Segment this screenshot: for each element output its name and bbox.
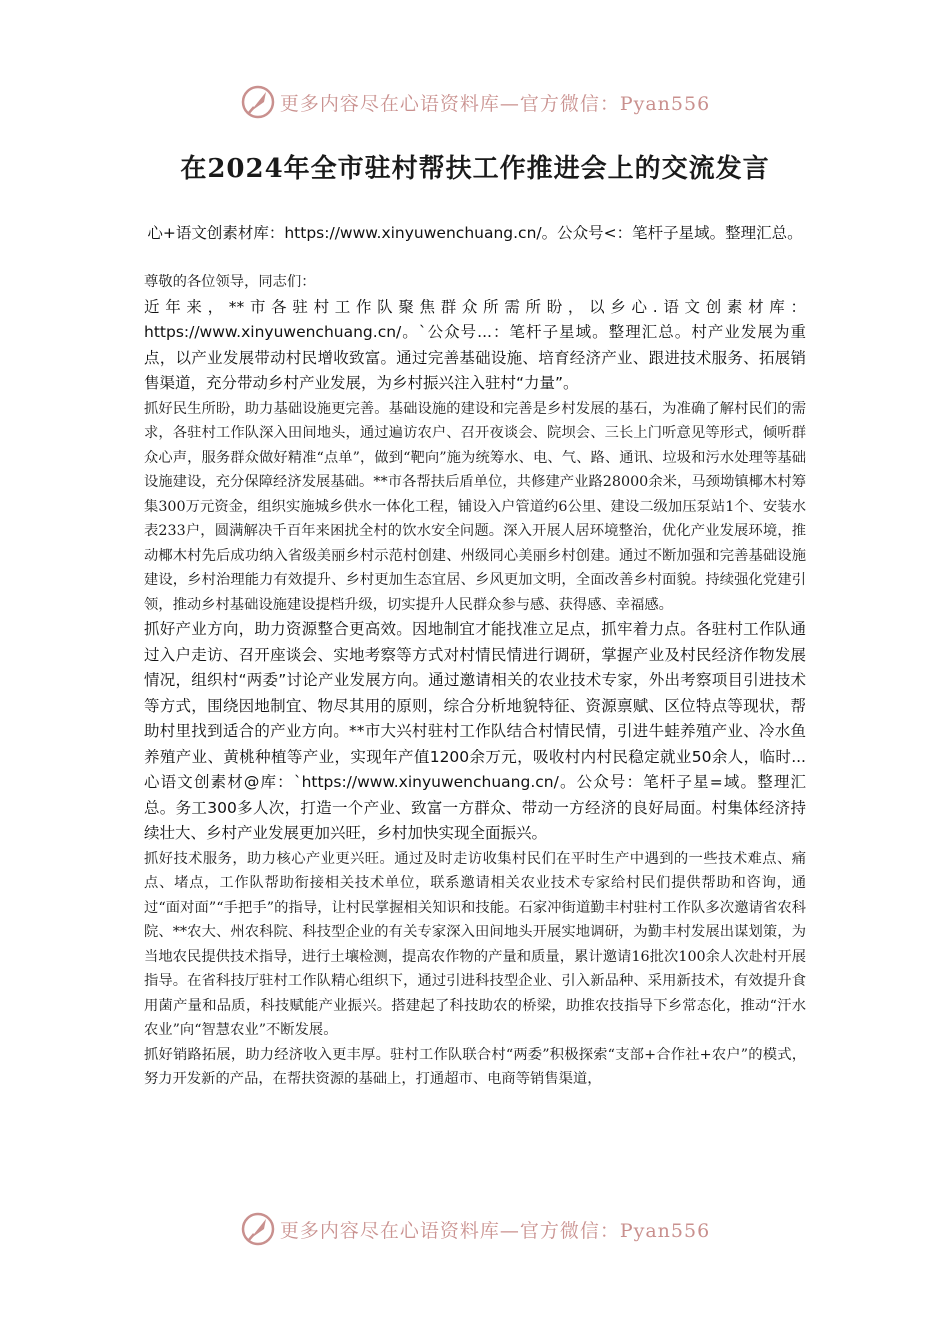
watermark-banner-bottom bbox=[0, 1209, 950, 1249]
page-title: 在2024年全市驻村帮扶工作推进会上的交流发言 bbox=[180, 154, 770, 184]
paragraph-technology: 抓好技术服务，助力核心产业更兴旺。通过及时走访收集村民们在平时生产中遇到的一些技术难点、痛点、堵点，工作队帮助衔接相关技术单位，联系邀请相关农业技术专家给村民们提供帮助和咨询，通过“面对面”“手把手”的指导，让村民掌握相关知识和技能。石家冲街道勤丰村驻村工作队多次邀请省农科院、**农大、州农科院、科技型企业的有关专家深入田间地头开展实地调研，为勤丰村发展出谋划策，为当地农民提供技术指导，进行土壤检测，提高农作物的产量和质量，累计邀请16批次100余人次赴村开展指导。在省科技厅驻村工作队精心组织下，通过引进科技型企业、引入新品种、采用新技术，有效提升食用菌产量和品质，科技赋能产业振兴。搭建起了科技助农的桥梁，助推农技指导下乡常态化，推动“汗水农业”向“智慧农业”不断发展。 bbox=[144, 850, 806, 1038]
salutation: 尊敬的各位领导，同志们： bbox=[144, 274, 316, 290]
quill-logo-icon bbox=[240, 84, 276, 120]
paragraph-industry: 抓好产业方向，助力资源整合更高效。因地制宜才能找准立足点，抓牢着力点。各驻村工作队通过入户走访、召开座谈会、实地考察等方式对村情民情进行调研，掌握产业及村民经济作物发展情况，组织村“两委”讨论产业发展方向。通过邀请相关的农业技术专家，外出考察项目引进技术等方式，围绕因地制宜、物尽其用的原则，综合分析地貌特征、资源禀赋、区位特点等现状，帮助村里找到适合的产业方向。**市大兴村驻村工作队结合村情民情，引进牛蛙养殖产业、冷水鱼养殖产业、黄桃种植等产业，实现年产值1200余万元，吸收村内村民稳定就业50余人，临时...心语文创素材@库：`https://www.xinyuwenchuang.cn/。公众号：笔杆子星=域。整理汇总。务工300多人次，打造一个产业、致富一方群众、带动一方经济的良好局面。村集体经济持续壮大、乡村产业发展更加兴旺，乡村加快实现全面振兴。 bbox=[144, 620, 806, 842]
watermark-text: 更多内容尽在心语资料库—官方微信：Pyan556 bbox=[279, 1219, 711, 1242]
document-body bbox=[144, 270, 806, 1092]
watermark-banner-top bbox=[0, 82, 950, 122]
source-line: 心+语文创素材库：https://www.xinyuwenchuang.cn/。公众号<：笔杆子星域。整理汇总。 bbox=[147, 224, 803, 242]
watermark-text: 更多内容尽在心语资料库—官方微信：Pyan556 bbox=[279, 92, 711, 115]
quill-logo-icon bbox=[240, 1211, 276, 1247]
paragraph-infrastructure: 抓好民生所盼，助力基础设施更完善。基础设施的建设和完善是乡村发展的基石，为准确了解村民们的需求，各驻村工作队深入田间地头，通过遍访农户、召开夜谈会、院坝会、三长上门听意见等形式，倾听群众心声，服务群众做好精准“点单”，做到“靶向”施为统筹水、电、气、路、通讯、垃圾和污水处理等基础设施建设，充分保障经济发展基础。**市各帮扶后盾单位，共修建产业路28000余米，马颈坳镇椰木村筹集300万元资金，组织实施城乡供水一体化工程，铺设入户管道约6公里、建设二级加压泵站1个、安装水表233户，圆满解决千百年来困扰全村的饮水安全问题。深入开展人居环境整治，优化产业发展环境，推动椰木村先后成功纳入省级美丽乡村示范村创建、州级同心美丽乡村创建。通过不断加强和完善基础设施建设，乡村治理能力有效提升、乡村更加生态宜居、乡风更加文明，全面改善乡村面貌。持续强化党建引领，推动乡村基础设施建设提档升级，切实提升人民群众参与感、获得感、幸福感。 bbox=[144, 400, 806, 613]
paragraph-intro: 近年来，**市各驻村工作队聚焦群众所需所盼，以乡心.语文创素材库：https://www.xinyuwenchuang.cn/。`公众号...：笔杆子星域。整理汇总。村产业发展为重点，以产业发展带动村民增收致富。通过完善基础设施、培育经济产业、跟进技术服务、拓展销售渠道，充分带动乡村产业发展，为乡村振兴注入驻村“力量”。 bbox=[144, 297, 806, 392]
paragraph-sales: 抓好销路拓展，助力经济收入更丰厚。驻村工作队联合村“两委”积极探索“支部+合作社+农户”的模式，努力开发新的产品，在帮扶资源的基础上，打通超市、电商等销售渠道， bbox=[144, 1046, 806, 1087]
